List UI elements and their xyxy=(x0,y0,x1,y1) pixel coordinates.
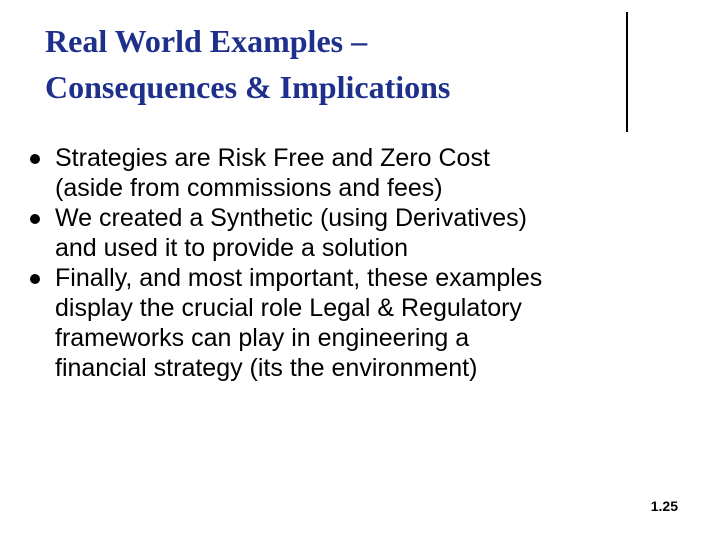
bullet-item xyxy=(30,263,710,383)
bullet-item xyxy=(30,203,710,263)
page-number: 1.25 xyxy=(650,498,678,514)
bullet-text-line: financial strategy (its the environment) xyxy=(55,354,478,382)
bullet-text-line: (aside from commissions and fees) xyxy=(55,174,443,202)
title-line: Consequences & Implications xyxy=(45,69,451,105)
bullet-text-line: frameworks can play in engineering a xyxy=(55,324,470,352)
title-line: Real World Examples – xyxy=(45,23,368,59)
bullet-text-line: display the crucial role Legal & Regulatory xyxy=(55,294,522,322)
bullet-text-line: We created a Synthetic (using Derivatives) xyxy=(55,204,527,232)
bullet-list xyxy=(30,143,710,383)
bullet-dot-icon xyxy=(30,154,40,164)
bullet-text-line: Finally, and most important, these examples xyxy=(55,264,543,292)
bullet-item xyxy=(30,143,710,203)
vertical-divider xyxy=(626,12,628,132)
bullet-dot-icon xyxy=(30,214,40,224)
bullet-dot-icon xyxy=(30,274,40,284)
bullet-text-line: and used it to provide a solution xyxy=(55,234,409,262)
slide-title xyxy=(45,18,605,110)
bullet-text-line: Strategies are Risk Free and Zero Cost xyxy=(55,144,490,172)
